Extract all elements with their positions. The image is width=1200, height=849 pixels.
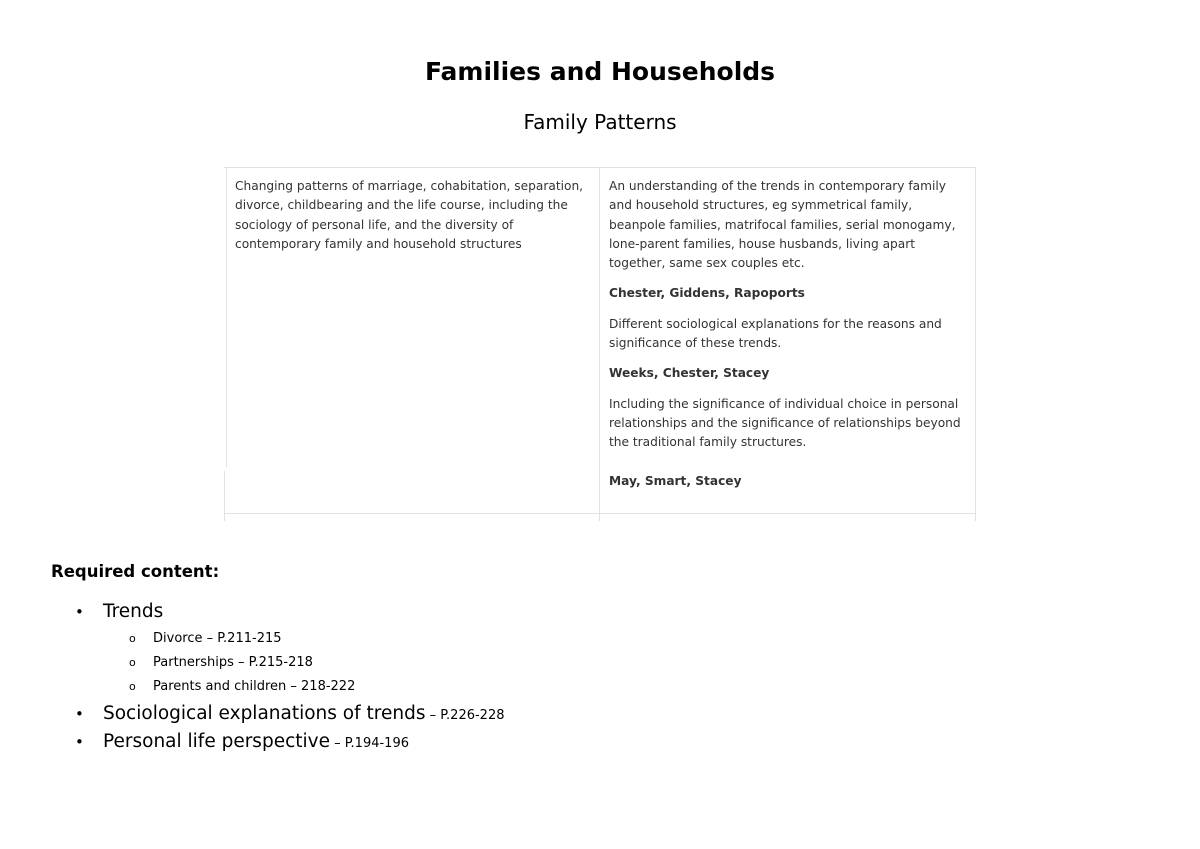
circle-bullet-icon: o [129, 680, 136, 693]
sub-list-trends [75, 627, 505, 699]
content-paragraph-explanations: Different sociological explanations for the reasons and significance of these trends. [609, 316, 942, 351]
list-item-label: Trends [103, 601, 164, 622]
content-names-3: May, Smart, Stacey [609, 474, 742, 488]
required-content-list [75, 600, 505, 754]
list-item-trends [75, 600, 505, 624]
table-cell-content [609, 177, 969, 488]
content-paragraph-individual-choice: Including the significance of individual choice in personal relationships and the significance of relationships beyond the traditional family structures. [609, 396, 961, 450]
content-names-1: Chester, Giddens, Rapoports [609, 286, 805, 301]
circle-bullet-icon: o [129, 656, 136, 669]
list-item-personal-life [75, 730, 505, 754]
list-item-sociological-explanations [75, 702, 505, 726]
table-border-top [224, 167, 976, 168]
bullet-icon: • [75, 603, 84, 621]
sub-list-item-label: Partnerships – P.215-218 [153, 655, 313, 670]
circle-bullet-icon: o [129, 632, 136, 645]
list-item-label: Personal life perspective [103, 731, 330, 752]
content-paragraph-trends: An understanding of the trends in contemporary family and household structures, eg symmetrical family, beanpole families, matrifocal families, serial monogamy, lone-parent families, house husbands, living apart together, same sex couples etc. [609, 179, 956, 271]
table-cell-topic: Changing patterns of marriage, cohabitation, separation, divorce, childbearing and the life course, including the sociology of personal life, and the diversity of contemporary family and household structures [235, 179, 584, 251]
list-item-pages: – P.226-228 [425, 708, 505, 723]
sub-list-container [75, 627, 505, 699]
list-item-label: Sociological explanations of trends [103, 703, 426, 724]
list-item-pages: – P.194-196 [329, 736, 409, 751]
table-border-middle [599, 167, 600, 521]
table-border-right [975, 167, 976, 521]
required-content-heading: Required content: [51, 562, 220, 581]
table-border-left [226, 167, 227, 467]
sub-list-item-label: Divorce – P.211-215 [153, 631, 282, 646]
page-subtitle: Family Patterns [523, 110, 677, 134]
specification-table [224, 167, 976, 521]
bullet-icon: • [75, 705, 84, 723]
bullet-icon: • [75, 733, 84, 751]
sub-list-item-divorce [75, 627, 505, 651]
sub-list-item-parents-children [75, 675, 505, 699]
sub-list-item-label: Parents and children – 218-222 [153, 679, 356, 694]
page-title: Families and Households [424, 57, 776, 86]
sub-list-item-partnerships [75, 651, 505, 675]
table-border-bottom [224, 513, 976, 514]
content-names-2: Weeks, Chester, Stacey [609, 366, 770, 381]
